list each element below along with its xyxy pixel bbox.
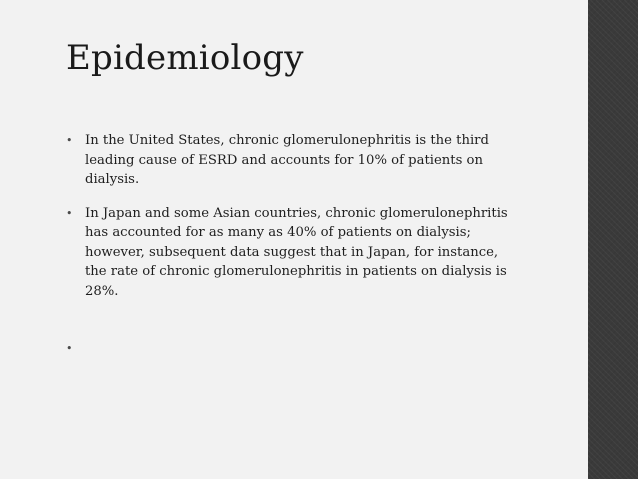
bullet-list: [66, 131, 516, 373]
bullet-item-empty: [66, 339, 516, 359]
bullet-text: In Japan and some Asian countries, chronic glomerulonephritis has accounted for as many as 40% of patients on dialysis; however, subsequent data suggest that in Japan, for instance, the rate of chronic glomerulonephritis in patients on dialysis is 28%.: [85, 205, 508, 299]
slide-title: Epidemiology: [66, 38, 304, 78]
bullet-marker-icon: •: [66, 134, 73, 147]
bullet-marker-icon: •: [66, 206, 73, 220]
bullet-marker-icon: •: [66, 342, 73, 355]
bullet-item: [66, 204, 516, 302]
bullet-text: In the United States, chronic glomerulonephritis is the third leading cause of ESRD and accounts for 10% of patients on dialysis.: [85, 133, 489, 187]
bullet-item: [66, 131, 516, 190]
side-decoration-panel: [588, 0, 638, 479]
